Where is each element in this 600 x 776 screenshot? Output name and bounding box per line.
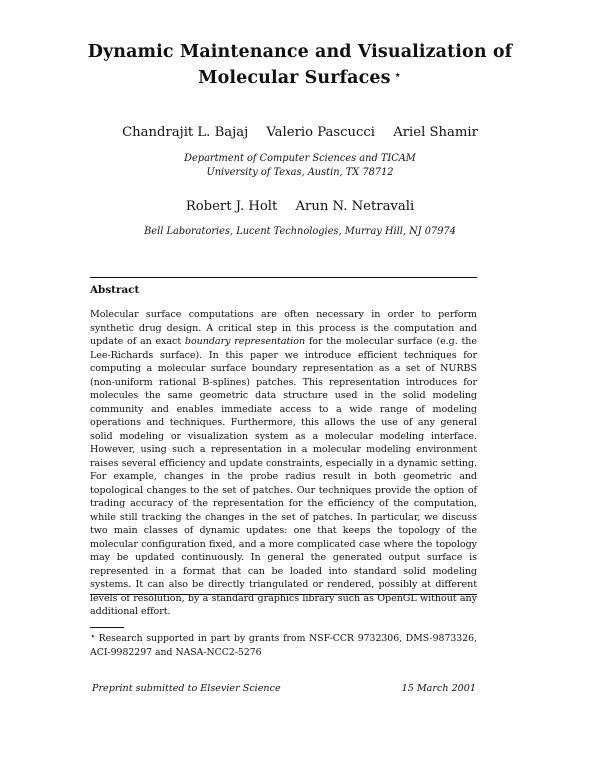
footnote-star: ⋆ bbox=[90, 632, 96, 642]
preprint-date: 15 March 2001 bbox=[401, 683, 476, 694]
preprint-notice: Preprint submitted to Elsevier Science bbox=[92, 683, 281, 694]
author-name: Chandrajit L. Bajaj bbox=[122, 125, 249, 140]
affiliation-1-line-2: University of Texas, Austin, TX 78712 bbox=[206, 167, 394, 178]
footnote-rule bbox=[90, 627, 124, 628]
footnote bbox=[90, 630, 477, 660]
footnote-text: Research supported in part by grants from NSF-CCR 9732306, DMS-9873326, ACI-9982297 and NASA-NCC2-5276 bbox=[90, 633, 477, 658]
title-line-2 bbox=[60, 64, 540, 90]
paper-title bbox=[60, 40, 540, 90]
author-name: Valerio Pascucci bbox=[266, 125, 376, 140]
abstract-text-part-2: for the molecular surface (e.g. the Lee-Richards surface). In this paper we introduce efficient techniques for computing a molecular surface boundary representation as a set of NURBS (non-uniform rational B-splines) patches. This representation introduces for molecules the same geometric data structure used in the solid modeling community and enables immediate access to a wide range of modeling operations and techniques. Furthermore, this allows the use of any general solid modeling or visualization system as a molecular modeling interface. However, using such a representation in a molecular modeling environment raises several efficiency and update constraints, especially in a dynamic setting. For example, changes in the probe radius result in both geometric and topological changes to the set of patches. Our techniques provide the option of trading accuracy of the representation for the efficiency of the computation, while still tracking the changes in the set of patches. In particular, we discuss two main classes of dynamic updates: one that keeps the topology of the molecular configuration fixed, and a more complicated case where the topology may be updated continuously. In general the generated output surface is represented in a format that can be loaded into standard solid modeling systems. It can also be directly triangulated or rendered, possibly at different levels of resolution, by a standard graphics library such as OpenGL without any additional effort. bbox=[90, 336, 477, 617]
abstract-body bbox=[90, 308, 477, 619]
abstract-top-rule bbox=[90, 277, 477, 278]
author-name: Ariel Shamir bbox=[393, 125, 478, 140]
abstract-emphasis: boundary representation bbox=[184, 336, 306, 347]
abstract-text-part-1: Molecular surface computations are often necessary in order to perform synthetic drug design. A critical step in this process is the computation and update of an exact bbox=[90, 309, 477, 347]
abstract-bottom-rule bbox=[90, 594, 477, 595]
affiliation-1-line-1: Department of Computer Sciences and TICAM bbox=[184, 153, 416, 164]
author-name: Arun N. Netravali bbox=[295, 199, 415, 214]
affiliation-1 bbox=[60, 152, 540, 180]
author-name: Robert J. Holt bbox=[185, 199, 278, 214]
affiliation-2: Bell Laboratories, Lucent Technologies, Murray Hill, NJ 07974 bbox=[144, 226, 456, 237]
title-line-2-text: Molecular Surfaces bbox=[198, 68, 391, 88]
abstract-heading: Abstract bbox=[90, 284, 140, 296]
title-footnote-star: ⋆ bbox=[393, 68, 402, 83]
title-line-1: Dynamic Maintenance and Visualization of bbox=[87, 42, 513, 62]
author-list-1 bbox=[60, 125, 540, 141]
author-list-2 bbox=[60, 199, 540, 215]
